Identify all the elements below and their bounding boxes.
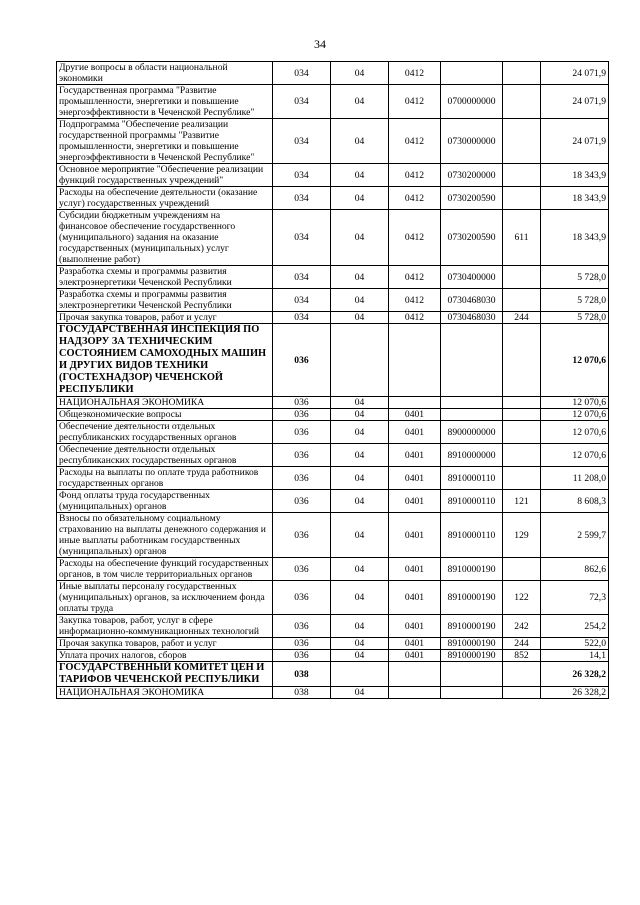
row-expense-type [503,662,541,687]
row-admin-code: 036 [273,650,331,662]
row-amount: 12 070,6 [541,324,609,397]
row-section-code: 04 [331,409,389,421]
row-name: ГОСУДАРСТВЕННЫЙ КОМИТЕТ ЦЕН И ТАРИФОВ ЧЕЧЕНСКОЙ РЕСПУБЛИКИ [57,662,273,687]
row-target-article: 8910000110 [441,513,503,558]
row-admin-code: 036 [273,397,331,409]
row-section-code: 04 [331,62,389,85]
row-section-code: 04 [331,289,389,312]
row-expense-type [503,324,541,397]
row-name: Разработка схемы и программы развития электроэнергетики Чеченской Республики [57,266,273,289]
row-amount: 12 070,6 [541,397,609,409]
row-subsection-code: 0412 [389,85,441,119]
row-section-code: 04 [331,687,389,699]
row-expense-type [503,164,541,187]
row-subsection-code: 0412 [389,289,441,312]
row-admin-code: 036 [273,444,331,467]
row-target-article [441,687,503,699]
row-expense-type [503,62,541,85]
row-name: Основное мероприятие "Обеспечение реализации функций государственных учреждений" [57,164,273,187]
row-expense-type [503,266,541,289]
row-expense-type: 852 [503,650,541,662]
row-target-article [441,662,503,687]
row-subsection-code: 0401 [389,581,441,615]
table-row [57,490,609,513]
row-subsection-code: 0401 [389,490,441,513]
row-amount: 24 071,9 [541,62,609,85]
table-row [57,558,609,581]
table-row [57,513,609,558]
row-section-code: 04 [331,119,389,164]
row-section-code: 04 [331,615,389,638]
row-expense-type: 611 [503,210,541,266]
row-section-code: 04 [331,558,389,581]
row-amount: 26 328,2 [541,662,609,687]
row-amount: 2 599,7 [541,513,609,558]
row-admin-code: 036 [273,421,331,444]
row-subsection-code: 0401 [389,467,441,490]
row-name: Иные выплаты персоналу государственных (муниципальных) органов, за исключением фонда оплаты труда [57,581,273,615]
row-expense-type: 244 [503,638,541,650]
row-expense-type: 244 [503,312,541,324]
table-row [57,467,609,490]
row-target-article: 0700000000 [441,85,503,119]
row-subsection-code: 0412 [389,164,441,187]
row-subsection-code: 0412 [389,119,441,164]
row-name: Взносы по обязательному социальному страхованию на выплаты денежного содержания и иные выплаты работникам государственных (муниципальных) органов [57,513,273,558]
row-target-article [441,62,503,85]
row-target-article: 8910000110 [441,467,503,490]
row-target-article: 0730400000 [441,266,503,289]
row-amount: 18 343,9 [541,210,609,266]
row-name: Обеспечение деятельности отдельных республиканских государственных органов [57,444,273,467]
row-name: НАЦИОНАЛЬНАЯ ЭКОНОМИКА [57,397,273,409]
row-subsection-code [389,397,441,409]
row-subsection-code [389,324,441,397]
row-section-code: 04 [331,638,389,650]
row-target-article: 8910000190 [441,581,503,615]
row-amount: 72,3 [541,581,609,615]
table-row [57,85,609,119]
row-amount: 522,0 [541,638,609,650]
table-row [57,444,609,467]
budget-table [56,61,609,699]
row-expense-type [503,397,541,409]
row-name: Расходы на обеспечение деятельности (оказание услуг) государственных учреждений [57,187,273,210]
row-target-article: 0730468030 [441,289,503,312]
row-subsection-code: 0401 [389,638,441,650]
row-subsection-code: 0412 [389,266,441,289]
row-section-code [331,662,389,687]
row-admin-code: 036 [273,513,331,558]
row-target-article: 8910000190 [441,638,503,650]
row-name: Прочая закупка товаров, работ и услуг [57,312,273,324]
row-name: Фонд оплаты труда государственных (муниципальных) органов [57,490,273,513]
row-admin-code: 034 [273,164,331,187]
table-row [57,638,609,650]
row-amount: 12 070,6 [541,444,609,467]
row-amount: 24 071,9 [541,85,609,119]
row-section-code [331,324,389,397]
row-admin-code: 034 [273,119,331,164]
row-expense-type [503,687,541,699]
row-admin-code: 038 [273,662,331,687]
table-row [57,164,609,187]
row-expense-type [503,85,541,119]
row-admin-code: 034 [273,312,331,324]
row-amount: 5 728,0 [541,289,609,312]
row-target-article: 8900000000 [441,421,503,444]
row-admin-code: 034 [273,210,331,266]
row-target-article: 0730200590 [441,187,503,210]
row-subsection-code: 0401 [389,409,441,421]
row-section-code: 04 [331,312,389,324]
table-row [57,421,609,444]
table-row [57,324,609,397]
row-admin-code: 036 [273,638,331,650]
row-subsection-code: 0401 [389,421,441,444]
row-admin-code: 034 [273,187,331,210]
row-admin-code: 036 [273,581,331,615]
row-section-code: 04 [331,513,389,558]
row-name: Обеспечение деятельности отдельных республиканских государственных органов [57,421,273,444]
row-admin-code: 034 [273,85,331,119]
row-section-code: 04 [331,467,389,490]
row-expense-type: 129 [503,513,541,558]
row-expense-type: 121 [503,490,541,513]
row-expense-type [503,558,541,581]
table-row [57,210,609,266]
row-section-code: 04 [331,266,389,289]
row-admin-code: 034 [273,62,331,85]
table-row [57,312,609,324]
row-expense-type [503,444,541,467]
row-amount: 26 328,2 [541,687,609,699]
table-row [57,687,609,699]
row-section-code: 04 [331,421,389,444]
row-target-article [441,409,503,421]
row-target-article: 0730200590 [441,210,503,266]
row-amount: 11 208,0 [541,467,609,490]
table-row [57,581,609,615]
table-row [57,62,609,85]
row-target-article: 8910000190 [441,650,503,662]
table-row [57,615,609,638]
row-amount: 8 608,3 [541,490,609,513]
table-row [57,266,609,289]
row-expense-type [503,467,541,490]
row-subsection-code: 0401 [389,444,441,467]
row-subsection-code: 0412 [389,187,441,210]
row-subsection-code: 0412 [389,312,441,324]
row-admin-code: 036 [273,467,331,490]
row-name: ГОСУДАРСТВЕННАЯ ИНСПЕКЦИЯ ПО НАДЗОРУ ЗА ТЕХНИЧЕСКИМ СОСТОЯНИЕМ САМОХОДНЫХ МАШИН И ДРУГИХ ВИДОВ ТЕХНИКИ (ГОСТЕХНАДЗОР) ЧЕЧЕНСКОЙ РЕСПУБЛИКИ [57,324,273,397]
table-row [57,119,609,164]
row-section-code: 04 [331,490,389,513]
page-number: 34 [314,37,326,51]
row-target-article: 8910000190 [441,558,503,581]
row-section-code: 04 [331,397,389,409]
row-amount: 5 728,0 [541,266,609,289]
row-name: Уплата прочих налогов, сборов [57,650,273,662]
row-target-article: 0730200000 [441,164,503,187]
row-subsection-code: 0412 [389,62,441,85]
row-subsection-code [389,687,441,699]
table-row [57,187,609,210]
row-amount: 14,1 [541,650,609,662]
row-admin-code: 036 [273,615,331,638]
row-amount: 862,6 [541,558,609,581]
row-amount: 12 070,6 [541,421,609,444]
row-admin-code: 034 [273,266,331,289]
table-row [57,397,609,409]
row-name: Расходы на обеспечение функций государственных органов, в том числе территориальных органов [57,558,273,581]
row-target-article: 0730468030 [441,312,503,324]
row-subsection-code: 0401 [389,513,441,558]
row-amount: 18 343,9 [541,164,609,187]
row-amount: 18 343,9 [541,187,609,210]
row-expense-type [503,187,541,210]
row-admin-code: 036 [273,490,331,513]
row-subsection-code [389,662,441,687]
row-target-article: 8910000110 [441,490,503,513]
row-name: Закупка товаров, работ, услуг в сфере информационно-коммуникационных технологий [57,615,273,638]
row-expense-type [503,289,541,312]
row-section-code: 04 [331,164,389,187]
row-section-code: 04 [331,444,389,467]
row-target-article: 8910000190 [441,615,503,638]
row-target-article: 0730000000 [441,119,503,164]
row-expense-type: 122 [503,581,541,615]
row-name: Государственная программа "Развитие промышленности, энергетики и повышение энергоэффективности в Чеченской Республике" [57,85,273,119]
row-amount: 12 070,6 [541,409,609,421]
row-expense-type: 242 [503,615,541,638]
table-row [57,289,609,312]
row-amount: 254,2 [541,615,609,638]
row-expense-type [503,421,541,444]
row-name: Субсидии бюджетным учреждениям на финансовое обеспечение государственного (муниципального) задания на оказание государственных (муниципальных) услуг (выполнение работ) [57,210,273,266]
row-name: Расходы на выплаты по оплате труда работников государственных органов [57,467,273,490]
row-admin-code: 036 [273,558,331,581]
row-subsection-code: 0401 [389,650,441,662]
row-section-code: 04 [331,650,389,662]
row-subsection-code: 0401 [389,615,441,638]
row-section-code: 04 [331,210,389,266]
row-section-code: 04 [331,187,389,210]
row-expense-type [503,409,541,421]
row-name: Другие вопросы в области национальной экономики [57,62,273,85]
row-target-article [441,397,503,409]
row-admin-code: 036 [273,409,331,421]
row-name: Общеэкономические вопросы [57,409,273,421]
row-target-article: 8910000000 [441,444,503,467]
row-name: Разработка схемы и программы развития электроэнергетики Чеченской Республики [57,289,273,312]
row-amount: 24 071,9 [541,119,609,164]
row-name: НАЦИОНАЛЬНАЯ ЭКОНОМИКА [57,687,273,699]
row-section-code: 04 [331,85,389,119]
row-admin-code: 034 [273,289,331,312]
row-subsection-code: 0401 [389,558,441,581]
table-row [57,662,609,687]
row-expense-type [503,119,541,164]
row-target-article [441,324,503,397]
row-subsection-code: 0412 [389,210,441,266]
row-admin-code: 036 [273,324,331,397]
table-row [57,650,609,662]
row-section-code: 04 [331,581,389,615]
row-amount: 5 728,0 [541,312,609,324]
row-admin-code: 038 [273,687,331,699]
budget-table-body [57,62,609,699]
row-name: Подпрограмма "Обеспечение реализации государственной программы "Развитие промышленности, энергетики и повышение энергоэффективности в Чеченской Республике" [57,119,273,164]
row-name: Прочая закупка товаров, работ и услуг [57,638,273,650]
table-row [57,409,609,421]
